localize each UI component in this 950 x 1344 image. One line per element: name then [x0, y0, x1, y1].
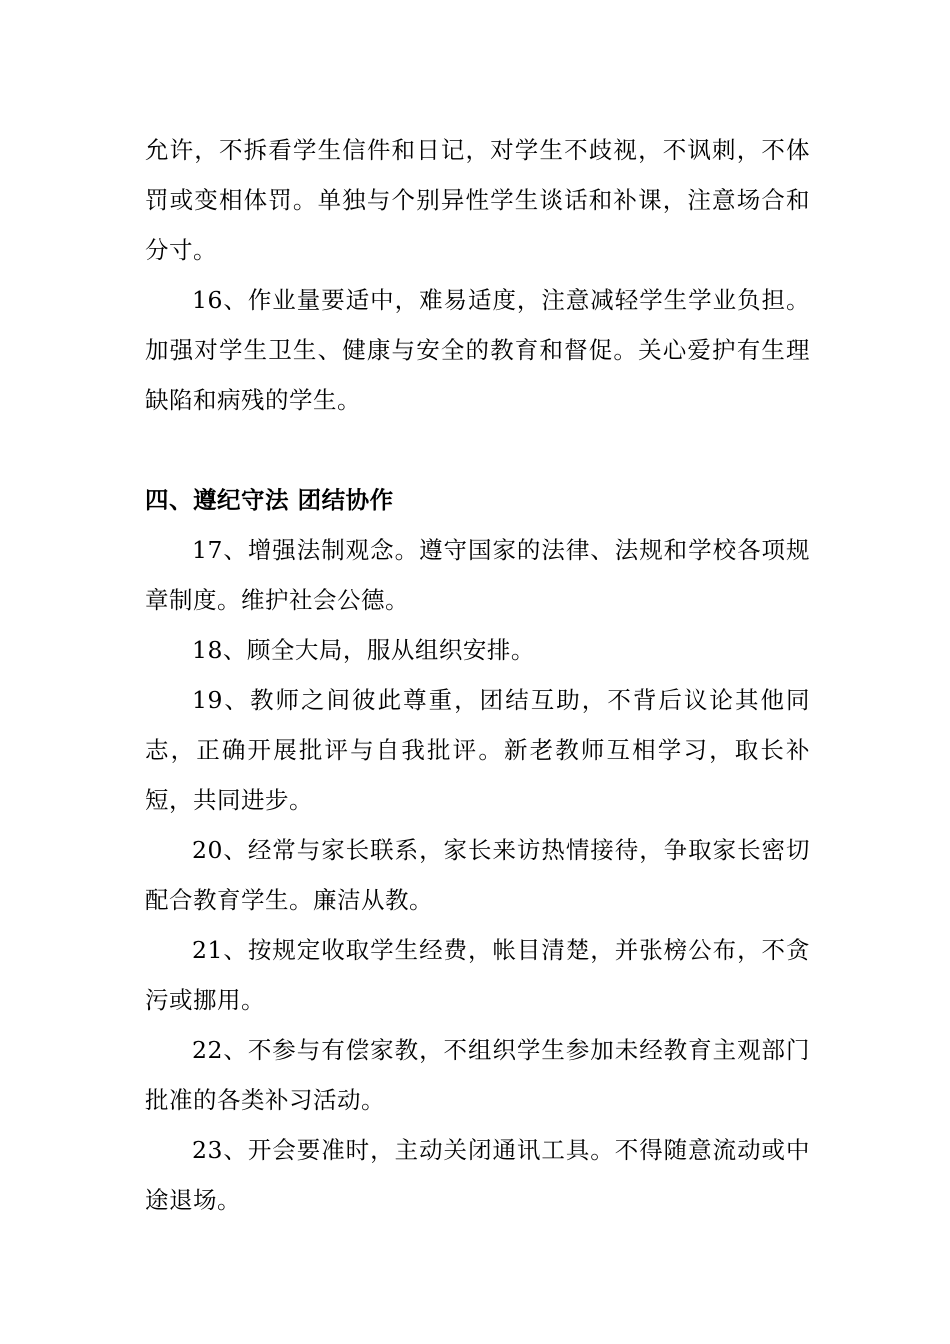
paragraph-item-20: 20、经常与家长联系，家长来访热情接待，争取家长密切配合教育学生。廉洁从教。	[145, 836, 810, 914]
paragraph-item-19: 19、教师之间彼此尊重，团结互助，不背后议论其他同志，正确开展批评与自我批评。新老教师互相学习，取长补短，共同进步。	[145, 686, 810, 814]
paragraph-item-23: 23、开会要准时，主动关闭通讯工具。不得随意流动或中途退场。	[145, 1136, 810, 1214]
paragraph-item-16: 16、作业量要适中，难易适度，注意减轻学生学业负担。加强对学生卫生、健康与安全的教育和督促。关心爱护有生理缺陷和病残的学生。	[145, 286, 810, 414]
paragraph-item-18: 18、顾全大局，服从组织安排。	[192, 636, 535, 664]
paragraph-item-17: 17、增强法制观念。遵守国家的法律、法规和学校各项规章制度。维护社会公德。	[145, 536, 810, 614]
paragraph-item-22: 22、不参与有偿家教，不组织学生参加未经教育主观部门批准的各类补习活动。	[145, 1036, 810, 1114]
document-body	[145, 125, 810, 1225]
paragraph-item-21: 21、按规定收取学生经费，帐目清楚，并张榜公布，不贪污或挪用。	[145, 936, 810, 1014]
section-heading: 四、遵纪守法 团结协作	[145, 486, 394, 514]
paragraph-continued: 允许，不拆看学生信件和日记，对学生不歧视，不讽刺，不体罚或变相体罚。单独与个别异性学生谈话和补课，注意场合和分寸。	[145, 136, 810, 264]
